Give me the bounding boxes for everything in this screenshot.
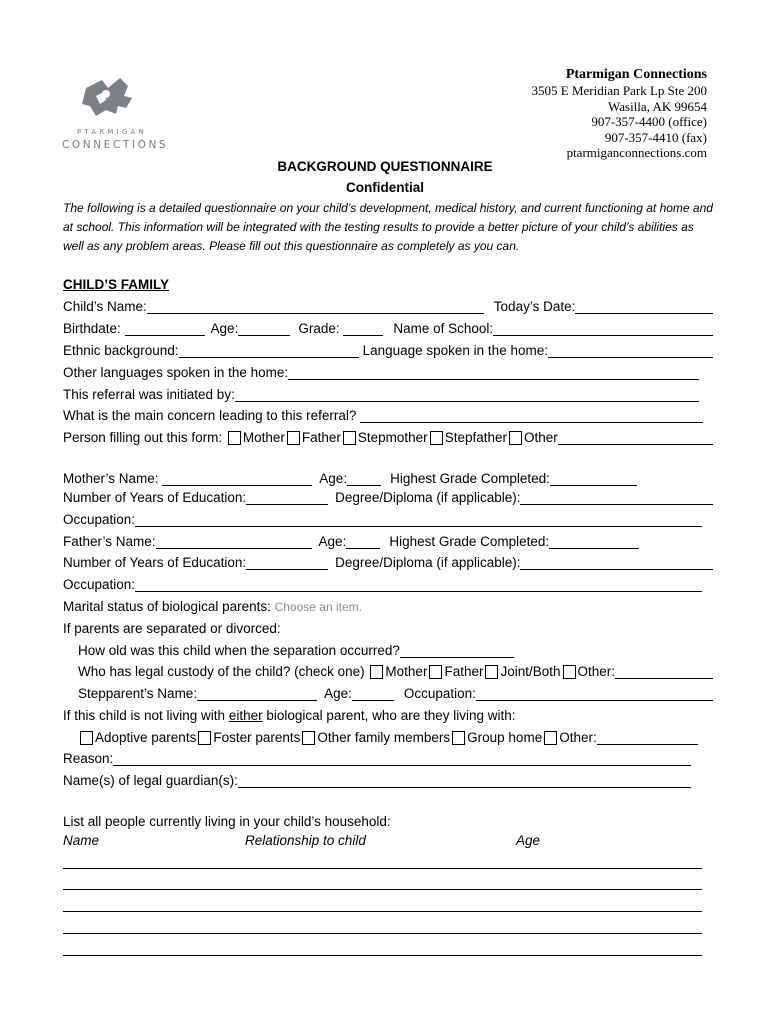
- label-language: Language spoken in the home:: [362, 343, 548, 358]
- column-header-name: Name: [63, 833, 100, 848]
- father-highest-grade-field[interactable]: [549, 533, 639, 549]
- row-mother-name: [63, 469, 637, 489]
- household-line-2[interactable]: [63, 889, 702, 890]
- section-title: CHILD’S FAMILY: [63, 277, 170, 292]
- label-not-living-pre: If this child is not living with: [63, 708, 229, 723]
- father-occupation-field[interactable]: [135, 576, 702, 592]
- label-father-years-edu: Number of Years of Education:: [63, 555, 247, 570]
- mother-highest-grade-field[interactable]: [550, 470, 637, 486]
- label-marital: Marital status of biological parents:: [63, 599, 275, 614]
- checkbox-father[interactable]: [287, 431, 300, 445]
- mother-age-field[interactable]: [347, 470, 381, 486]
- checkbox-custody-other[interactable]: [563, 665, 576, 679]
- address-block: [532, 66, 707, 161]
- ethnic-field[interactable]: [179, 342, 359, 358]
- label-stepparent-occupation: Occupation:: [403, 686, 476, 701]
- row-living-with: [78, 728, 698, 748]
- fathers-name-field[interactable]: [156, 533, 312, 549]
- label-mother-occupation: Occupation:: [63, 512, 136, 527]
- row-ethnic: [63, 341, 713, 361]
- mother-occupation-field[interactable]: [135, 511, 702, 527]
- label-separated: If parents are separated or divorced:: [63, 621, 281, 636]
- father-degree-field[interactable]: [520, 554, 713, 570]
- separation-age-field[interactable]: [400, 642, 514, 658]
- grade-field[interactable]: [343, 320, 383, 336]
- household-line-5[interactable]: [63, 955, 702, 956]
- column-header-relationship: Relationship to child: [245, 833, 366, 848]
- label-todays-date: Today’s Date:: [493, 299, 576, 314]
- label-mother-highest-grade: Highest Grade Completed:: [390, 471, 550, 486]
- concern-field[interactable]: [360, 407, 703, 423]
- checkbox-living-other[interactable]: [544, 731, 557, 745]
- label-custody-mother: Mother: [385, 664, 428, 679]
- label-mother-years-edu: Number of Years of Education:: [63, 490, 247, 505]
- label-custody: Who has legal custody of the child? (check one): [78, 664, 369, 679]
- row-guardians: [63, 771, 691, 791]
- label-custody-other: Other:: [577, 664, 616, 679]
- label-ethnic: Ethnic background:: [63, 343, 179, 358]
- label-stepparent-age: Age:: [324, 686, 352, 701]
- label-school: Name of School:: [393, 321, 494, 336]
- row-reason: [63, 749, 691, 769]
- label-father-age: Age:: [318, 534, 347, 549]
- checkbox-custody-joint[interactable]: [485, 665, 498, 679]
- household-line-4[interactable]: [63, 933, 702, 934]
- checkbox-foster[interactable]: [198, 731, 211, 745]
- row-birthdate: [63, 319, 713, 339]
- label-mother-degree: Degree/Diploma (if applicable):: [335, 490, 521, 505]
- label-concern: What is the main concern leading to this referral?: [63, 408, 361, 423]
- org-name: Ptarmigan Connections: [565, 67, 707, 82]
- row-father-education: [63, 553, 713, 573]
- label-stepparent-name: Stepparent’s Name:: [78, 686, 198, 701]
- custody-other-field[interactable]: [615, 663, 713, 679]
- school-field[interactable]: [493, 320, 713, 336]
- household-line-1[interactable]: [63, 868, 702, 869]
- website: ptarmiganconnections.com: [566, 145, 707, 160]
- label-living-other: Other:: [559, 730, 597, 745]
- label-other-languages: Other languages spoken in the home:: [63, 365, 289, 380]
- fax-number: 907-357-4410 (fax): [604, 129, 707, 145]
- row-referral: [63, 385, 699, 405]
- label-adoptive: Adoptive parents: [95, 730, 197, 745]
- label-custody-father: Father: [444, 664, 484, 679]
- page-subtitle: Confidential: [346, 180, 424, 195]
- page-title: BACKGROUND QUESTIONNAIRE: [277, 159, 493, 174]
- child-name-field[interactable]: [147, 298, 484, 314]
- row-stepparent: [78, 684, 713, 704]
- label-reason: Reason:: [63, 751, 114, 766]
- label-father-occupation: Occupation:: [63, 577, 136, 592]
- label-foster: Foster parents: [213, 730, 301, 745]
- row-other-languages: [63, 363, 699, 383]
- label-household: List all people currently living in your child’s household:: [63, 814, 391, 829]
- reason-field[interactable]: [113, 750, 691, 766]
- referral-field[interactable]: [235, 386, 699, 402]
- stepparent-age-field[interactable]: [352, 685, 394, 701]
- other-languages-field[interactable]: [288, 364, 699, 380]
- row-father-name: [63, 532, 639, 552]
- street-address: 3505 E Meridian Park Lp Ste 200: [531, 83, 707, 98]
- checkbox-other[interactable]: [509, 431, 522, 445]
- row-child-name: [63, 297, 713, 317]
- row-concern: [63, 406, 703, 426]
- label-father-degree: Degree/Diploma (if applicable):: [335, 555, 521, 570]
- stepparent-name-field[interactable]: [197, 685, 317, 701]
- label-mothers-name: Mother’s Name:: [63, 471, 163, 486]
- label-referral: This referral was initiated by:: [63, 387, 235, 402]
- guardians-field[interactable]: [238, 772, 691, 788]
- checkbox-stepfather[interactable]: [430, 431, 443, 445]
- label-person-filling: Person filling out this form:: [63, 430, 226, 445]
- mothers-name-field[interactable]: [162, 470, 312, 486]
- living-other-field[interactable]: [597, 729, 698, 745]
- father-years-edu-field[interactable]: [246, 554, 328, 570]
- label-mother: Mother: [242, 430, 285, 445]
- checkbox-group-home[interactable]: [452, 731, 465, 745]
- label-not-living-either: either: [228, 708, 263, 723]
- label-not-living-post: biological parent, who are they living with:: [262, 708, 516, 723]
- label-stepfather: Stepfather: [444, 430, 507, 445]
- label-grade: Grade:: [298, 321, 344, 336]
- label-custody-joint: Joint/Both: [500, 664, 561, 679]
- logo-text-ptarmigan: PTARMIGAN: [77, 128, 147, 136]
- language-field[interactable]: [548, 342, 713, 358]
- row-how-old: [78, 641, 514, 661]
- row-person-filling: [63, 428, 713, 448]
- checkbox-mother[interactable]: [228, 431, 241, 445]
- row-father-occupation: [63, 575, 702, 595]
- mother-degree-field[interactable]: [520, 489, 713, 505]
- marital-status-dropdown[interactable]: Choose an item.: [274, 600, 362, 614]
- label-how-old: How old was this child when the separation occurred?: [78, 643, 400, 658]
- checkbox-other-family[interactable]: [302, 731, 315, 745]
- other-person-field[interactable]: [558, 429, 713, 445]
- label-birthdate: Birthdate:: [63, 321, 125, 336]
- mother-years-edu-field[interactable]: [246, 489, 328, 505]
- label-mother-age: Age:: [319, 471, 348, 486]
- label-stepmother: Stepmother: [357, 430, 428, 445]
- row-separated: [63, 619, 713, 639]
- checkbox-stepmother[interactable]: [343, 431, 356, 445]
- label-other: Other: [523, 430, 558, 445]
- stepparent-occupation-field[interactable]: [476, 685, 713, 701]
- label-guardians: Name(s) of legal guardian(s):: [63, 773, 238, 788]
- household-line-3[interactable]: [63, 911, 702, 912]
- label-other-family: Other family members: [317, 730, 451, 745]
- row-custody: [78, 662, 713, 682]
- todays-date-field[interactable]: [575, 298, 713, 314]
- logo-text-connections: CONNECTIONS: [62, 139, 169, 151]
- label-fathers-name: Father’s Name:: [63, 534, 156, 549]
- label-age: Age:: [210, 321, 239, 336]
- office-phone: 907-357-4400 (office): [591, 114, 707, 129]
- intro-paragraph: The following is a detailed questionnaire on your child’s development, medical history, and current functioning at home and at school. This information will be integrated with the testing results to provide a better picture of your child’s abilities as well as any problem areas. Please fill out this questionnaire as completely as you can.: [63, 201, 713, 253]
- label-child-name: Child’s Name:: [63, 299, 147, 314]
- label-father: Father: [301, 430, 341, 445]
- father-age-field[interactable]: [346, 533, 380, 549]
- age-field[interactable]: [238, 320, 290, 336]
- birthdate-field[interactable]: [125, 320, 205, 336]
- row-household: [63, 812, 713, 832]
- city-state-zip: Wasilla, AK 99654: [608, 98, 707, 114]
- checkbox-custody-mother[interactable]: [370, 665, 383, 679]
- label-father-highest-grade: Highest Grade Completed:: [389, 534, 550, 549]
- column-header-age: Age: [516, 833, 541, 848]
- row-marital: [63, 597, 713, 617]
- row-mother-occupation: [63, 510, 702, 530]
- checkbox-adoptive[interactable]: [80, 731, 93, 745]
- checkbox-custody-father[interactable]: [429, 665, 442, 679]
- row-not-living: [63, 706, 713, 726]
- label-group-home: Group home: [467, 730, 543, 745]
- row-mother-education: [63, 488, 713, 508]
